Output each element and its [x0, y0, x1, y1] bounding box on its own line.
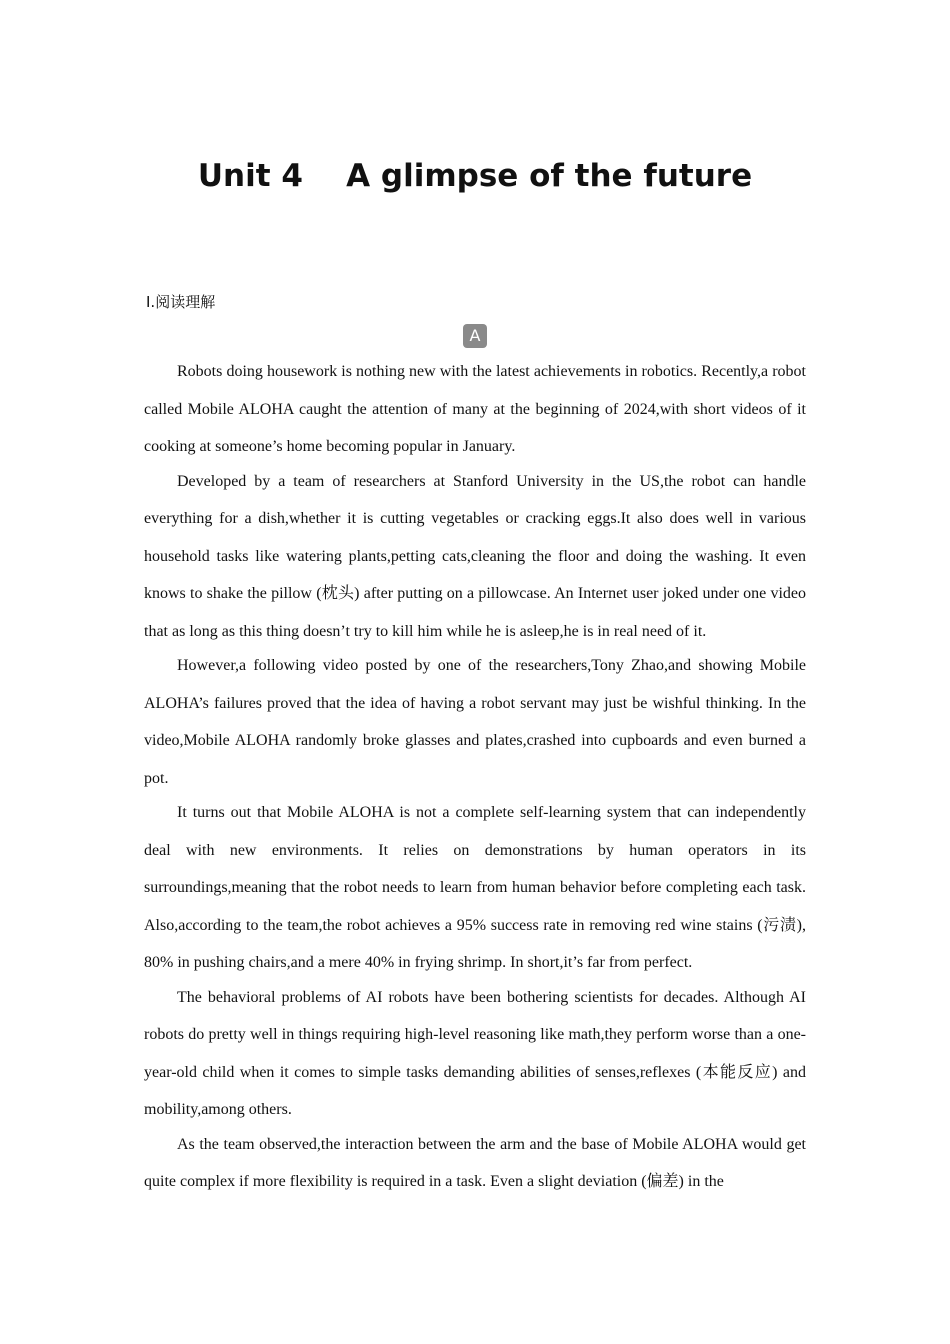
- paragraph-2: Developed by a team of researchers at Stanford University in the US,the robot can handle everything for a dish,whether it is cutting vegetables or cracking eggs.It also does well in various household tasks like watering plants,petting cats,cleaning the floor and doing the washing. It even knows to shake the pillow (枕头) after putting on a pillowcase. An Internet user joked under one video that as long as this thing doesn’t try to kill him while he is asleep,he is in real need of it.: [144, 472, 806, 640]
- passage-body: [144, 353, 806, 1198]
- paragraph-1: Robots doing housework is nothing new with the latest achievements in robotics. Recently,a robot called Mobile ALOHA caught the attention of many at the beginning of 2024,with short videos of it cooking at someone’s home becoming popular in January.: [144, 363, 806, 455]
- passage-label-badge: A: [463, 324, 487, 348]
- paragraph-5: The behavioral problems of AI robots have been bothering scientists for decades. Although AI robots do pretty well in things requiring high-level reasoning like math,they perform worse than a one-year-old child when it comes to simple tasks demanding abilities of senses,reflexes (本能反应) and mobility,among others.: [144, 988, 806, 1118]
- paragraph-6: As the team observed,the interaction between the arm and the base of Mobile ALOHA would get quite complex if more flexibility is required in a task. Even a slight deviation (偏差) in the: [144, 1135, 806, 1190]
- section-heading-reading-comprehension: Ⅰ.阅读理解: [146, 293, 216, 311]
- paragraph-4: It turns out that Mobile ALOHA is not a complete self-learning system that can independently deal with new environments. It relies on demonstrations by human operators in its surroundings,meaning that the robot needs to learn from human behavior before completing each task. Also,according to the team,the robot achieves a 95% success rate in removing red wine stains (污渍), 80% in pushing chairs,and a mere 40% in frying shrimp. In short,it’s far from perfect.: [144, 804, 806, 971]
- paragraph-3: However,a following video posted by one of the researchers,Tony Zhao,and showing Mobile ALOHA’s failures proved that the idea of having a robot servant may just be wishful thinking. In the video,Mobile ALOHA randomly broke glasses and plates,crashed into cupboards and even burned a pot.: [144, 657, 806, 787]
- unit-title: Unit 4 A glimpse of the future: [197, 158, 753, 194]
